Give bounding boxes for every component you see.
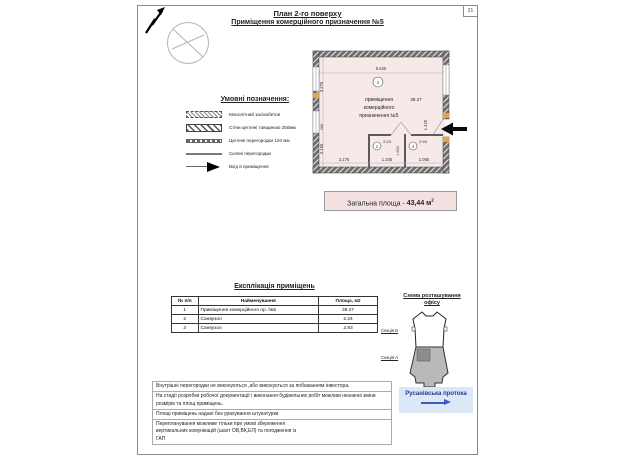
floor-plan	[307, 45, 475, 181]
explication-heading: Експлікація приміщень	[234, 283, 315, 290]
table-row	[172, 324, 378, 333]
plan-interior	[317, 55, 445, 169]
legend-item	[186, 147, 324, 160]
cell-num: 2	[172, 315, 199, 324]
building-balcony	[444, 327, 447, 331]
legend-item	[186, 134, 324, 147]
note-row: На стадії розробки робочої документації і виконання будівельних робіт можливі незначні зміни розмірів та площ приміщень.	[153, 392, 391, 410]
entrance-arrow-tail	[186, 166, 208, 167]
column-marker	[443, 137, 449, 142]
river-label: Русанівська протока	[405, 391, 467, 397]
glass-partition-line-icon	[186, 153, 222, 155]
table-row	[172, 315, 378, 324]
brick-250-hatch-icon	[186, 124, 222, 132]
dim-left-bottom: 3.190	[319, 143, 324, 155]
page-number-badge: 21	[463, 6, 477, 17]
legend-item-label: Вхід в приміщення	[229, 164, 269, 169]
compass-circle-icon	[166, 21, 210, 65]
col-name: Найменування	[198, 297, 319, 306]
total-area-label: Загальна площа -	[347, 200, 405, 208]
legend-item	[186, 121, 324, 134]
room-2-area: 2.24	[383, 139, 391, 144]
cell-name: Приміщення комерційного пр. №5	[198, 306, 319, 315]
office-location-highlight	[417, 349, 430, 361]
legend-item-label: Цегляні перегородки 120 мм	[229, 138, 290, 143]
room-1-name: призначення №5	[359, 113, 399, 119]
page-title: План 2-го поверху	[273, 9, 342, 18]
notes-block	[152, 381, 392, 445]
room-1-name: приміщення	[365, 97, 393, 103]
room-1-area: 38.27	[410, 97, 422, 102]
brick-120-dash-icon	[186, 139, 222, 143]
table-row	[172, 306, 378, 315]
dim-bottom-mid: 1.205	[381, 157, 393, 162]
section-b-label: Секція Б	[381, 328, 399, 333]
entrance-arrow-head	[207, 162, 220, 172]
note-text: Перепланування можливе тільки при умові збереження вертикальних комунікацій (шахт ОВ,ВК,ЕЛ) та погодження із ГАП	[156, 421, 297, 442]
legend-item	[186, 160, 324, 173]
river-arrow-tail	[421, 402, 445, 404]
legend-heading: Умовні позначення:	[220, 96, 290, 103]
room-3-area: 2.93	[419, 139, 427, 144]
building-section-b-outline	[413, 312, 446, 347]
dim-bottom-right: 1.055	[418, 157, 430, 162]
total-area-box	[324, 191, 457, 211]
room-1-name: комерційного	[363, 105, 395, 111]
note-row	[153, 410, 391, 420]
location-heading-line1: Схема розташування	[403, 293, 461, 299]
dim-inner-vert: 1.600	[396, 146, 400, 156]
note-row: Внутрішні перегородки не виконуються ,або виконується за побажанням інвестора.	[153, 382, 391, 392]
note-text: Площі приміщень надані без урахування штукатурки	[156, 410, 279, 417]
building-balcony	[412, 327, 415, 331]
wall-right-lower	[443, 137, 449, 173]
room-2-number: 2	[375, 144, 379, 149]
wall-top	[313, 51, 449, 57]
window	[443, 65, 449, 95]
legend-item-label: Скляні перегородки	[229, 151, 271, 156]
cell-num: 1	[172, 306, 199, 315]
drawing-sheet	[137, 5, 478, 455]
explication-table	[171, 296, 378, 333]
entrance-arrow-icon	[186, 162, 222, 172]
window	[313, 111, 319, 133]
table-header-row	[172, 297, 378, 306]
legend-item-label: Монолітний залізобетон	[229, 112, 281, 117]
room-3-number: 3	[411, 144, 415, 149]
dim-bottom-left: 3.175	[338, 157, 350, 162]
location-heading-line2: офісу	[424, 300, 440, 307]
note-row	[153, 420, 391, 444]
river-arrow-head	[444, 399, 451, 405]
legend-item-label: Стіни цегляні товщиною 250мм	[229, 125, 296, 130]
cell-name: Санвузол	[198, 324, 319, 333]
cell-area: 38.27	[319, 306, 378, 315]
section-a-label: Секція А	[381, 355, 399, 360]
col-area: Площа, м2	[319, 297, 378, 306]
cell-area: 2.24	[319, 315, 378, 324]
dim-left-mid: 260	[320, 123, 324, 131]
room-1-number: 1	[376, 80, 380, 85]
cell-num: 3	[172, 324, 199, 333]
river-callout	[399, 387, 473, 413]
total-area-value: 43,44 м	[406, 200, 432, 208]
column-marker	[443, 113, 449, 118]
location-heading	[390, 293, 474, 307]
building-location-diagram	[399, 309, 467, 389]
total-area-sup: 2	[431, 198, 434, 203]
col-num: № п/п	[172, 297, 199, 306]
concrete-hatch-icon	[186, 111, 222, 118]
dim-right-mid: 1.420	[423, 119, 428, 131]
wall-bottom	[313, 167, 449, 173]
column-marker	[313, 93, 319, 98]
north-arrow-icon	[144, 7, 168, 35]
dim-top: 6.625	[375, 66, 387, 71]
page-subtitle: Приміщення комерційного призначення №5	[231, 19, 384, 26]
river-direction-arrow-icon	[421, 399, 451, 406]
cell-area: 2.93	[319, 324, 378, 333]
legend-item	[186, 108, 324, 121]
legend	[186, 96, 324, 173]
cell-name: Санвузол	[198, 315, 319, 324]
dim-left-top: 3.275	[319, 81, 324, 93]
